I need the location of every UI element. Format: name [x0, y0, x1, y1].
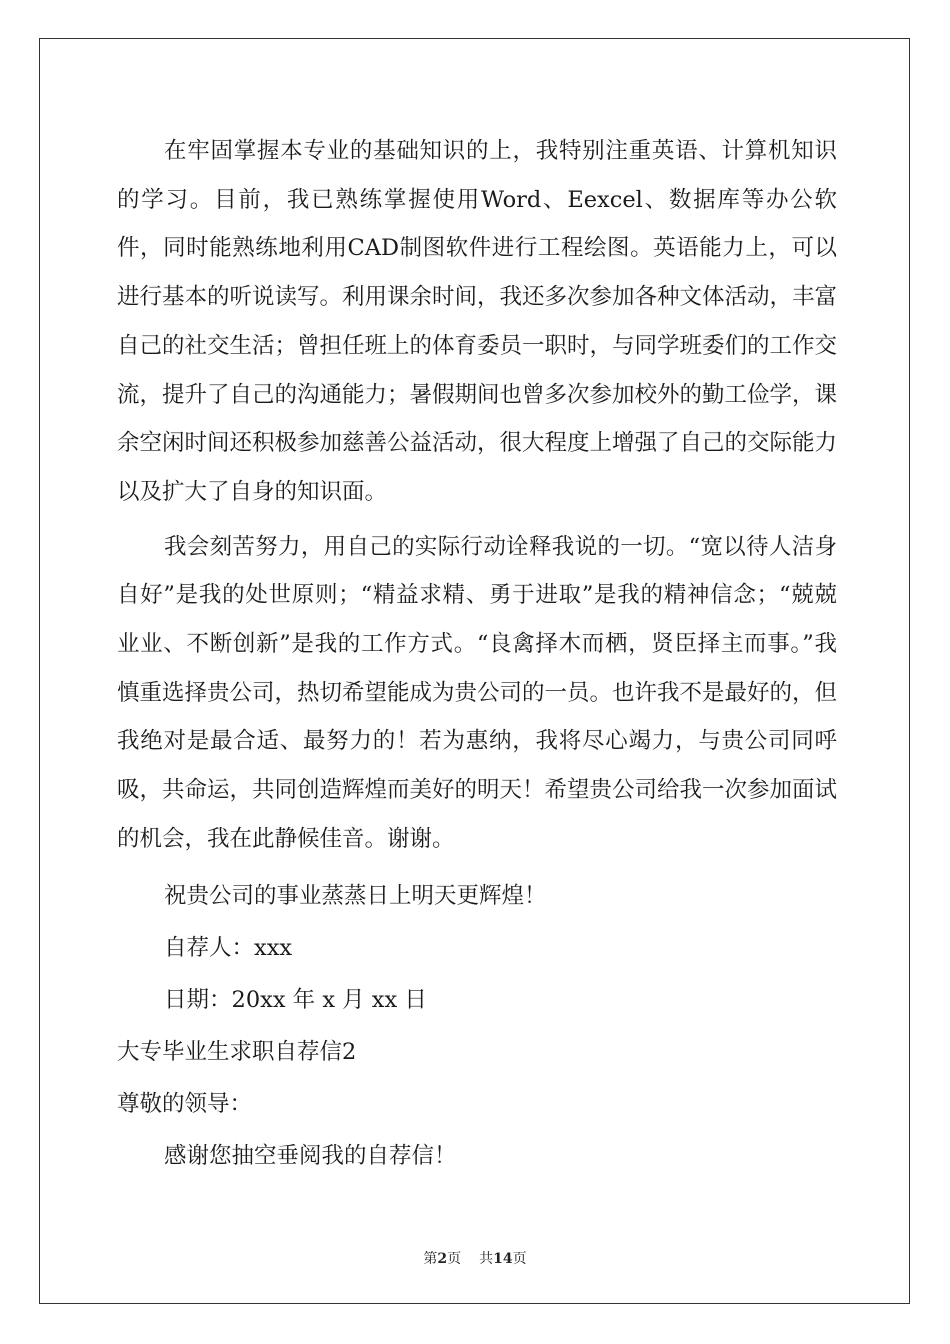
body-paragraph-skills: 在牢固掌握本专业的基础知识的上，我特别注重英语、计算机知识的学习。目前，我已熟练掌握使用Word、Eexcel、数据库等办公软件，同时能熟练地利用CAD制图软件进行工程绘图。英语能力上，可以进行基本的听说读写。利用课余时间，我还多次参加各种文体活动，丰富自己的社交生活；曾担任班上的体育委员一职时，与同学班委们的工作交流，提升了自己的沟通能力；暑假期间也曾多次参加校外的勤工俭学，课余空闲时间还积极参加慈善公益活动，很大程度上增强了自己的交际能力以及扩大了自身的知识面。 [117, 138, 838, 505]
page-number: 2 [437, 1251, 448, 1267]
body-paragraph-commitment: 我会刻苦努力，用自己的实际行动诠释我说的一切。“宽以待人洁身自好”是我的处世原则；“精益求精、勇于进取”是我的精神信念；“兢兢业业、不断创新”是我的工作方式。“良禽择木而栖，贤臣择主而事。”我慎重选择贵公司，热切希望能成为贵公司的一员。也许我不是最好的，但我绝对是最合适、最努力的！若为惠纳，我将尽心竭力，与贵公司同呼吸，共命运，共同创造辉煌而美好的明天！希望贵公司给我一次参加面试的机会，我在此静候佳音。谢谢。 [117, 533, 838, 852]
document-body [117, 127, 837, 1182]
signature-line: 自荐人：xxx [164, 934, 293, 961]
page-footer [0, 1248, 950, 1268]
total-pages: 14 [493, 1251, 513, 1267]
total-unit: 页 [512, 1251, 527, 1267]
total-prefix: 共 [479, 1251, 494, 1267]
salutation: 尊敬的领导： [117, 1090, 253, 1117]
section-title: 大专毕业生求职自荐信2 [117, 1038, 357, 1065]
date-line: 日期：20xx 年 x 月 xx 日 [164, 986, 427, 1013]
closing-wish: 祝贵公司的事业蒸蒸日上明天更辉煌！ [164, 882, 547, 909]
page-prefix: 第 [423, 1251, 438, 1267]
opening-line: 感谢您抽空垂阅我的自荐信！ [164, 1142, 457, 1169]
page-unit: 页 [447, 1251, 462, 1267]
